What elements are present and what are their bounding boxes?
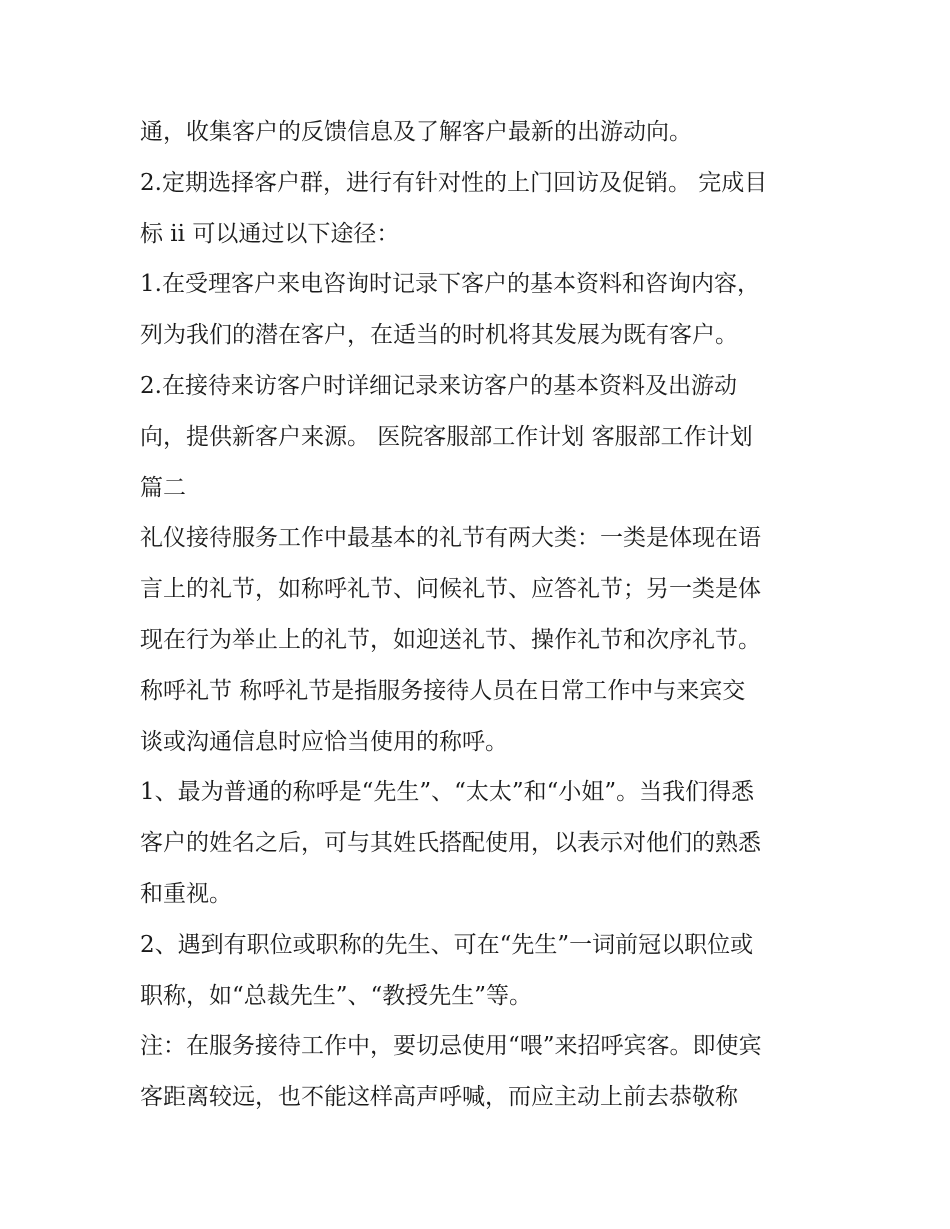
- text-line: 礼仪接待服务工作中最基本的礼节有两大类：一类是体现在语: [140, 525, 761, 552]
- document-body: [140, 107, 820, 1123]
- text-line: 标 ii 可以通过以下途径：: [140, 220, 400, 247]
- text-line: 客户的姓名之后，可与其姓氏搭配使用，以表示对他们的熟悉: [140, 830, 761, 857]
- text-line: 称呼礼节 称呼礼节是指服务接待人员在日常工作中与来宾交: [140, 677, 746, 704]
- text-line: 谈或沟通信息时应恰当使用的称呼。: [140, 728, 508, 755]
- text-line: 1.在受理客户来电咨询时记录下客户的基本资料和咨询内容，: [140, 271, 760, 298]
- text-line: 篇二: [140, 474, 186, 501]
- text-line: 1、最为普通的称呼是“先生”、“太太”和“小姐”。当我们得悉: [140, 779, 755, 806]
- text-line: 和重视。: [140, 880, 232, 907]
- text-line: 职称，如“总裁先生”、“教授先生”等。: [140, 982, 533, 1009]
- text-line: 言上的礼节，如称呼礼节、问候礼节、应答礼节；另一类是体: [140, 576, 761, 603]
- text-line: 2、遇到有职位或职称的先生、可在“先生”一词前冠以职位或: [140, 931, 754, 958]
- text-line: 列为我们的潜在客户，在适当的时机将其发展为既有客户。: [140, 322, 738, 349]
- text-line: 2.定期选择客户群，进行有针对性的上门回访及促销。 完成目: [140, 169, 768, 196]
- text-line: 客距离较远，也不能这样高声呼喊，而应主动上前去恭敬称: [140, 1084, 738, 1111]
- text-line: 2.在接待来访客户时详细记录来访客户的基本资料及出游动: [140, 372, 737, 399]
- text-line: 通，收集客户的反馈信息及了解客户最新的出游动向。: [140, 119, 692, 145]
- text-line: 现在行为举止上的礼节，如迎送礼节、操作礼节和次序礼节。: [140, 626, 761, 653]
- text-line: 注：在服务接待工作中，要切忌使用“喂”来招呼宾客。即使宾: [140, 1033, 762, 1060]
- text-line: 向，提供新客户来源。 医院客服部工作计划 客服部工作计划: [140, 423, 753, 450]
